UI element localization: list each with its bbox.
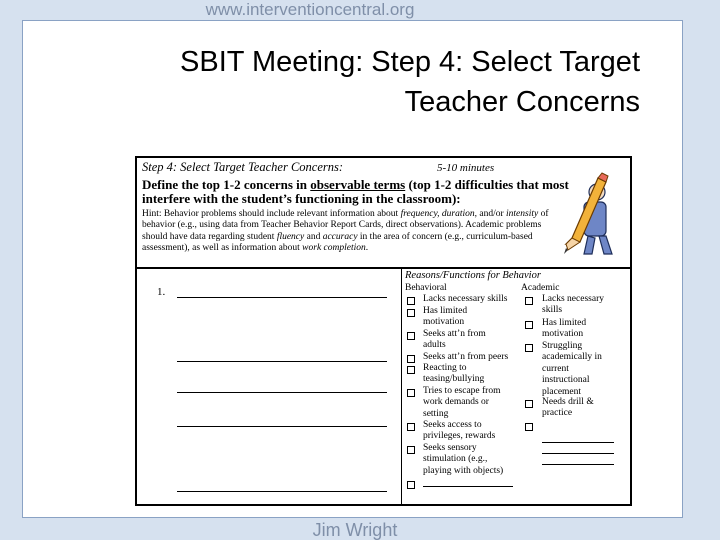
checkbox-icon xyxy=(407,297,415,305)
pencil-figure-icon xyxy=(562,172,622,258)
other-reason-line xyxy=(542,464,614,465)
checkbox-icon xyxy=(525,400,533,408)
behavioral-reason-item: Tries to escape from work demands or setting xyxy=(423,386,501,419)
checkbox-icon xyxy=(525,321,533,329)
concern-line xyxy=(177,392,387,393)
checkbox-icon xyxy=(525,297,533,305)
concern-line xyxy=(177,297,387,298)
author-name: Jim Wright xyxy=(312,520,398,540)
behavioral-reason-item: Seeks att’n from peers xyxy=(423,352,509,362)
checkbox-icon xyxy=(525,344,533,352)
other-reason-line xyxy=(423,486,513,487)
reasons-functions-section xyxy=(403,269,630,504)
academic-reason-item: Struggling academically in current instructional placement xyxy=(542,341,602,397)
other-reason-line xyxy=(542,453,614,454)
checkbox-icon xyxy=(407,332,415,340)
website-url: www.interventioncentral.org xyxy=(205,0,415,19)
checkbox-icon xyxy=(407,355,415,363)
worksheet-image xyxy=(135,156,632,506)
behavioral-reason-item: Reacting to teasing/bullying xyxy=(423,363,485,385)
checkbox-icon xyxy=(525,423,533,431)
behavioral-reason-item: Has limited motivation xyxy=(423,306,468,328)
behavioral-reason-item: Seeks att’n from adults xyxy=(423,329,486,351)
academic-reason-item: Needs drill & practice xyxy=(542,397,594,419)
concern-line xyxy=(177,361,387,362)
worksheet-top-section xyxy=(137,158,630,269)
define-concerns-instruction: Define the top 1-2 concerns in observable terms (top 1-2 difficulties that most interfere with the student’s functioning in the classroom): xyxy=(142,177,569,206)
concern-line xyxy=(177,491,387,492)
concern-line xyxy=(177,426,387,427)
other-reason-line xyxy=(542,442,614,443)
slide-title xyxy=(100,42,640,122)
step-heading: Step 4: Select Target Teacher Concerns: xyxy=(142,160,344,174)
slide-title-line-2: Teacher Concerns xyxy=(404,86,640,118)
checkbox-icon xyxy=(407,446,415,454)
reasons-heading: Reasons/Functions for Behavior xyxy=(405,270,541,281)
behavioral-reason-item: Seeks sensory stimulation (e.g., playing with objects) xyxy=(423,443,504,476)
checkbox-icon xyxy=(407,309,415,317)
checkbox-icon xyxy=(407,481,415,489)
slide-title-line-1: SBIT Meeting: Step 4: Select Target xyxy=(180,46,640,78)
time-estimate: 5-10 minutes xyxy=(437,162,495,174)
checkbox-icon xyxy=(407,389,415,397)
academic-reason-item: Lacks necessary skills xyxy=(542,294,604,316)
concern-number-1: 1. xyxy=(157,286,166,298)
slide-border-left xyxy=(0,0,22,540)
behavioral-reason-item: Lacks necessary skills xyxy=(423,294,508,304)
checkbox-icon xyxy=(407,366,415,374)
slide-border-right xyxy=(683,0,720,540)
academic-reason-item: Has limited motivation xyxy=(542,318,587,340)
concerns-column xyxy=(137,269,402,504)
hint-text: Hint: Behavior problems should include relevant information about frequency, duration, and/or intensity of behavior (e.g., using data from Teacher Behavior Report Cards, direct observations). Academic problems should have data regarding student fluency and accuracy in the area of concern (e.g., curriculum-based assessment), as well as information about work completion. xyxy=(142,209,549,254)
behavioral-reason-item: Seeks access to privileges, rewards xyxy=(423,420,496,442)
academic-column-heading: Academic xyxy=(521,283,560,293)
checkbox-icon xyxy=(407,423,415,431)
behavioral-column-heading: Behavioral xyxy=(405,283,447,293)
